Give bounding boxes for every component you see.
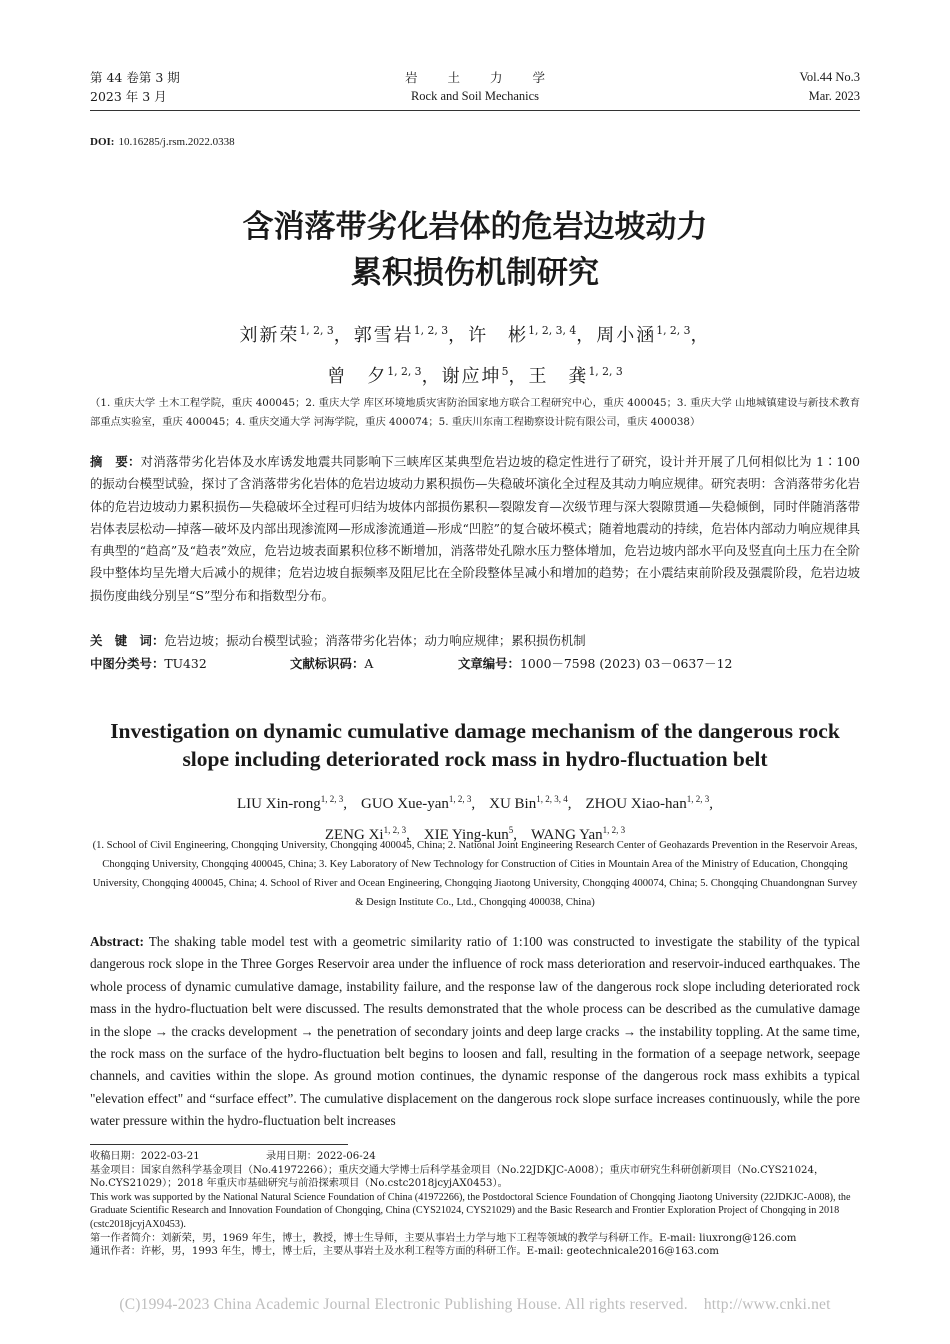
author-separator: ,: [471, 796, 476, 812]
header-right: [799, 68, 860, 106]
author-affiliation-index: 1, 2, 3: [413, 324, 449, 337]
volume-cn: 第 44 卷第 3 期: [90, 70, 180, 85]
author-separator: ，: [576, 325, 597, 346]
author-name: 周小涵: [596, 325, 657, 346]
header-center: [350, 68, 600, 106]
journal-en: Rock and Soil Mechanics: [410, 89, 540, 103]
authors-cn-line1: [90, 313, 860, 354]
art-label: 文章编号：: [458, 656, 520, 671]
abstract-en-text: The shaking table model test with a geometric similarity ratio of 1:100 was constructed to investigate the stability of the typical dangerous rock slope in the Three Gorges Reservoir area under the influence of rock mass deterioration and reservoir-induced earthquakes. The whole process of dynamic cumulative damage, instability failure, and the response law of the dangerous rock slope including deteriorated rock mass in the hydro-fluctuation belt were discussed. The results demonstrated that the whole process can be described as the cumulative damage in the slope → the cracks development → the penetration of secondary joints and deep large cracks → the instability toppling. At the same time, the rock mass on the surface of the hydro-fluctuation belt begins to loosen and fall, resulting in the formation of a seepage network, seepage channels, and cavities within the slope. As ground motion continues, the dynamic response of the dangerous rock mass exhibits a typical "elevation effect" and “surface effect”. The cumulative displacement on the dangerous rock slope surface increases continuously, while the pore water pressure within the hydro-fluctuation belt increases: [90, 934, 860, 1129]
author-name: 谢应坤: [441, 366, 502, 387]
corresponding-author: 通讯作者：许彬，男，1993 年生，博士，博士后，主要从事岩土及水利工程等方面的科研工作。E-mail: geotechnicale2016@163.com: [90, 1246, 719, 1258]
page-title-cn: [90, 204, 860, 296]
keywords-cn-text: 危岩边坡；振动台模型试验；消落带劣化岩体；动力响应规律；累积损伤机制: [164, 633, 586, 648]
author-affiliation-index: 1, 2, 3: [602, 825, 626, 835]
author-separator: ，: [508, 366, 529, 387]
doi-label: DOI:: [90, 136, 115, 148]
abstract-en-label: Abstract:: [90, 934, 144, 949]
author-affiliation-index: 1, 2, 3: [387, 365, 422, 378]
clc-value: TU432: [164, 656, 207, 671]
title-en-line2: slope including deteriorated rock mass in hydro-fluctuation belt: [182, 747, 768, 771]
accepted-date: 录用日期：2022-06-24: [266, 1151, 376, 1162]
authors-cn-line2: [90, 354, 860, 395]
fund-en: This work was supported by the National Natural Science Foundation of China (41972266), the Postdoctoral Science Foundation of Chongqing Jiaotong University (22JDKJC-A008), the Graduate Scientific Research and Innovation Foundation of Chongqing, China (CYS21024, CYS21029) and the Basic Research and Frontier Exploration Project of Chongqing in 2018 (cstc2018jcyjAX0453).: [90, 1191, 851, 1230]
author-name: 郭雪岩: [353, 325, 414, 346]
abstract-cn-label: 摘 要：: [90, 454, 141, 469]
footnote-dates: [90, 1150, 860, 1164]
journal-cn: 岩土力学: [404, 70, 575, 85]
authors-cn: [90, 313, 860, 395]
date-en: Mar. 2023: [808, 89, 860, 103]
doc-value: A: [364, 656, 374, 671]
author-name: GUO Xue-yan: [361, 796, 449, 812]
author-name: 曾 夕: [327, 366, 388, 387]
author-name: WANG Yan: [530, 827, 603, 843]
author-name: 刘新荣: [239, 325, 300, 346]
abstract-cn: [90, 451, 860, 607]
copyright-text: (C)1994-2023 China Academic Journal Electronic Publishing House. All rights reserved.: [119, 1296, 688, 1313]
date-cn: 2023 年 3 月: [90, 89, 167, 104]
authors-en-line1: [90, 786, 860, 817]
first-author-bio: 第一作者简介：刘新荣，男，1969 年生，博士，教授，博士生导师，主要从事岩土力学与地下工程等领域的教学与科研工作。E-mail: liuxrong@126.com: [90, 1232, 797, 1244]
affiliations-en: (1. School of Civil Engineering, Chongqing University, Chongqing 400045, China; 2. National Joint Engineering Research Center of Geohazards Prevention in the Reservoir Areas, Chongqing University, Chongqing 400045, China; 3. Key Laboratory of New Technology for Construction of Cities in Mountain Area of the Ministry of Education, Chongqing University, Chongqing 400045, China; 4. School of River and Ocean Engineering, Chongqing Jiaotong University, Chongqing 400074, China; 5. Chongqing Chuandongnan Survey & Design Institute Co., Ltd., Chongqing 400038, China): [92, 840, 858, 908]
doi-value: 10.16285/j.rsm.2022.0338: [118, 136, 235, 148]
author-affiliation-index: 1, 2, 3, 4: [536, 794, 568, 804]
header-divider: [90, 110, 860, 111]
author-name: 王 龚: [528, 366, 589, 387]
page-title-en: [90, 717, 860, 773]
author-affiliation-index: 1, 2, 3: [588, 365, 623, 378]
abstract-cn-text: 对消落带劣化岩体及水库诱发地震共同影响下三峡库区某典型危岩边坡的稳定性进行了研究，设计并开展了几何相似比为 1∶100 的振动台模型试验，探讨了含消落带劣化岩体的危岩边坡动力累积损伤—失稳破坏演化全过程及其动力响应规律。研究表明：含消落带劣化岩体的危岩边坡动力累积损伤—失稳破坏全过程可归结为坡体内部损伤累积—裂隙发育—次级节理与深大裂隙贯通—失稳倾倒，同时伴随消落带岩体表层松动—掉落—破坏及内部出现渗流网—形成渗流通道—形成“凹腔”的复合破坏模式；随着地震动的持续，危岩体内部动力响应规律具有典型的“趋高”及“趋表”效应，危岩边坡表面累积位移不断增加，消落带处孔隙水压力整体增加，危岩边坡内部水平向及竖直向土压力在全阶段中整体均呈先增大后减小的规律；危岩边坡自振频率及阻尼比在全阶段整体呈减小和增加的趋势；在小震结束前阶段及强震阶段，危岩边坡损伤度曲线分别呈“S”型分布和指数型分布。: [90, 454, 860, 603]
author-separator: ,: [567, 796, 572, 812]
author-name: LIU Xin-rong: [237, 796, 321, 812]
keywords-cn: [90, 630, 860, 652]
author-name: ZHOU Xiao-han: [585, 796, 687, 812]
title-cn-line1: 含消落带劣化岩体的危岩边坡动力: [242, 209, 708, 245]
author-affiliation-index: 1, 2, 3: [656, 324, 691, 337]
author-affiliation-index: 1, 2, 3: [299, 324, 334, 337]
author-separator: ，: [448, 325, 469, 346]
keywords-cn-label: 关 键 词：: [90, 633, 165, 648]
author-affiliation-index: 5: [508, 825, 514, 835]
title-en-line1: Investigation on dynamic cumulative damage mechanism of the dangerous rock: [110, 719, 840, 743]
author-name: XU Bin: [489, 796, 537, 812]
header-left: [90, 68, 180, 106]
doi: [90, 136, 235, 148]
author-separator: ，: [333, 325, 354, 346]
fund-cn: 基金项目：国家自然科学基金项目（No.41972266）；重庆交通大学博士后科学基金项目（No.22JDKJC-A008）；重庆市研究生科研创新项目（No.CYS21024，No.CYS21029）；2018 年重庆市基础研究与前沿探索项目（No.cstc2018jcyjAX0453）。: [90, 1164, 825, 1190]
affiliations-cn: （1. 重庆大学 土木工程学院，重庆 400045；2. 重庆大学 库区环境地质灾害防治国家地方联合工程研究中心，重庆 400045；3. 重庆大学 山地城镇建设与新技术教育部重点实验室，重庆 400045；4. 重庆交通大学 河海学院，重庆 400074；5. 重庆川东南工程勘察设计院有限公司，重庆 400038）: [90, 397, 860, 428]
author-affiliation-index: 1, 2, 3: [448, 794, 472, 804]
copyright-footer: [0, 1296, 950, 1314]
doc-label: 文献标识码：: [290, 656, 365, 671]
footnotes: [90, 1150, 860, 1259]
author-separator: ，: [421, 366, 442, 387]
author-affiliation-index: 1, 2, 3: [383, 825, 407, 835]
volume-en: Vol.44 No.3: [799, 70, 860, 84]
author-name: XIE Ying-kun: [423, 827, 509, 843]
abstract-en: [90, 931, 860, 1133]
author-separator: ,: [406, 827, 410, 843]
clc-code: [90, 653, 207, 675]
author-affiliation-index: 1, 2, 3: [320, 794, 344, 804]
received-date: 收稿日期：2022-03-21: [90, 1151, 200, 1162]
author-separator: ，: [690, 325, 711, 346]
author-separator: ,: [513, 827, 517, 843]
title-cn-line2: 累积损伤机制研究: [351, 255, 599, 291]
author-separator: ,: [709, 796, 713, 812]
author-affiliation-index: 1, 2, 3, 4: [528, 324, 577, 337]
doc-code: [290, 653, 373, 675]
author-separator: ,: [343, 796, 347, 812]
author-name: ZENG Xi: [324, 827, 384, 843]
cnki-link[interactable]: http://www.cnki.net: [703, 1296, 831, 1313]
art-value: 1000－7598 (2023) 03－0637－12: [519, 656, 733, 671]
article-number: [458, 653, 732, 675]
author-affiliation-index: 1, 2, 3: [686, 794, 710, 804]
author-name: 许 彬: [468, 325, 529, 346]
footnote-divider: [90, 1144, 348, 1145]
author-affiliation-index: 5: [501, 365, 509, 378]
clc-label: 中图分类号：: [90, 656, 165, 671]
